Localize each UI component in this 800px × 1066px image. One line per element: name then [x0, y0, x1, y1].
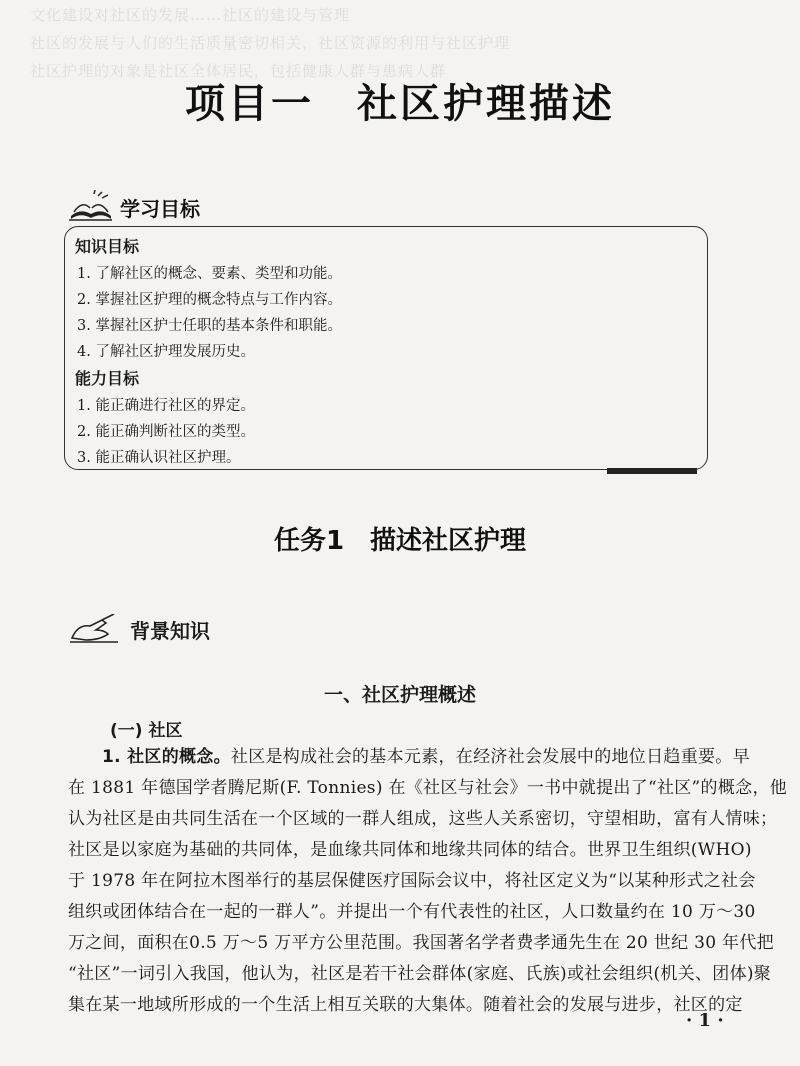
task-title: 任务1 描述社区护理	[273, 526, 527, 556]
paragraph-line: 社区是以家庭为基础的共同体，是血缘共同体和地缘共同体的结合。世界卫生组织(WHO)	[68, 840, 752, 860]
subsection-heading: (一) 社区	[110, 721, 183, 741]
writing-hand-icon	[68, 614, 120, 644]
ability-goal-item: 2. 能正确判断社区的类型。	[77, 424, 255, 440]
ability-goal-item: 1. 能正确进行社区的界定。	[77, 398, 255, 414]
section-heading: 一、社区护理概述	[323, 684, 476, 706]
paragraph-lead: 1. 社区的概念。	[102, 747, 231, 767]
knowledge-goal-item: 4. 了解社区护理发展历史。	[77, 344, 255, 360]
paragraph-line: 认为社区是由共同生活在一个区域的一群人组成，这些人关系密切，守望相助，富有人情味；	[68, 809, 778, 829]
paragraph-line: 集在某一地域所形成的一个生活上相互关联的大集体。随着社会的发展与进步，社区的定	[68, 995, 743, 1015]
ability-goal-item: 3. 能正确认识社区护理。	[77, 450, 241, 466]
paragraph-line: 1. 社区的概念。社区是构成社会的基本元素，在经济社会发展中的地位日趋重要。早	[102, 747, 750, 767]
knowledge-goal-item: 2. 掌握社区护理的概念特点与工作内容。	[77, 292, 342, 308]
paragraph-line: 组织或团体结合在一起的一群人”。并提出一个有代表性的社区，人口数量约在 10 万～30	[68, 902, 756, 922]
open-book-icon	[68, 190, 114, 222]
body-paragraph	[68, 742, 788, 1021]
knowledge-goals-title: 知识目标	[75, 237, 140, 256]
paragraph-line: 万之间，面积在0.5 万～5 万平方公里范围。我国著名学者费孝通先生在 20 世纪 30 年代把	[68, 933, 774, 953]
page-number: · 1 ·	[686, 1010, 724, 1031]
box-accent-bar	[607, 468, 697, 474]
background-knowledge-label: 背景知识	[130, 618, 210, 643]
bleed-through-text: 文化建设对社区的发展……社区的建设与管理	[30, 6, 351, 24]
bleed-through-text: 社区护理的对象是社区全体居民，包括健康人群与患病人群	[30, 62, 447, 80]
paragraph-line: 在 1881 年德国学者腾尼斯(F. Tonnies) 在《社区与社会》一书中就提出了“社区”的概念，他	[68, 778, 788, 798]
background-knowledge-header	[68, 614, 210, 644]
knowledge-goal-item: 1. 了解社区的概念、要素、类型和功能。	[77, 266, 342, 282]
ability-goals-title: 能力目标	[75, 369, 140, 388]
learning-goals-label: 学习目标	[120, 197, 200, 221]
chapter-title: 项目一 社区护理描述	[185, 81, 615, 127]
learning-goals-box	[64, 226, 708, 470]
paragraph-line: “社区”一词引入我国，他认为，社区是若干社会群体(家庭、氏族)或社会组织(机关、团体)聚	[68, 964, 772, 984]
bleed-through-text: 社区的发展与人们的生活质量密切相关，社区资源的利用与社区护理	[30, 34, 511, 52]
learning-goals-header	[68, 190, 200, 222]
knowledge-goal-item: 3. 掌握社区护士任职的基本条件和职能。	[77, 318, 342, 334]
paragraph-line: 于 1978 年在阿拉木图举行的基层保健医疗国际会议中，将社区定义为“以某种形式之社会	[68, 871, 756, 891]
